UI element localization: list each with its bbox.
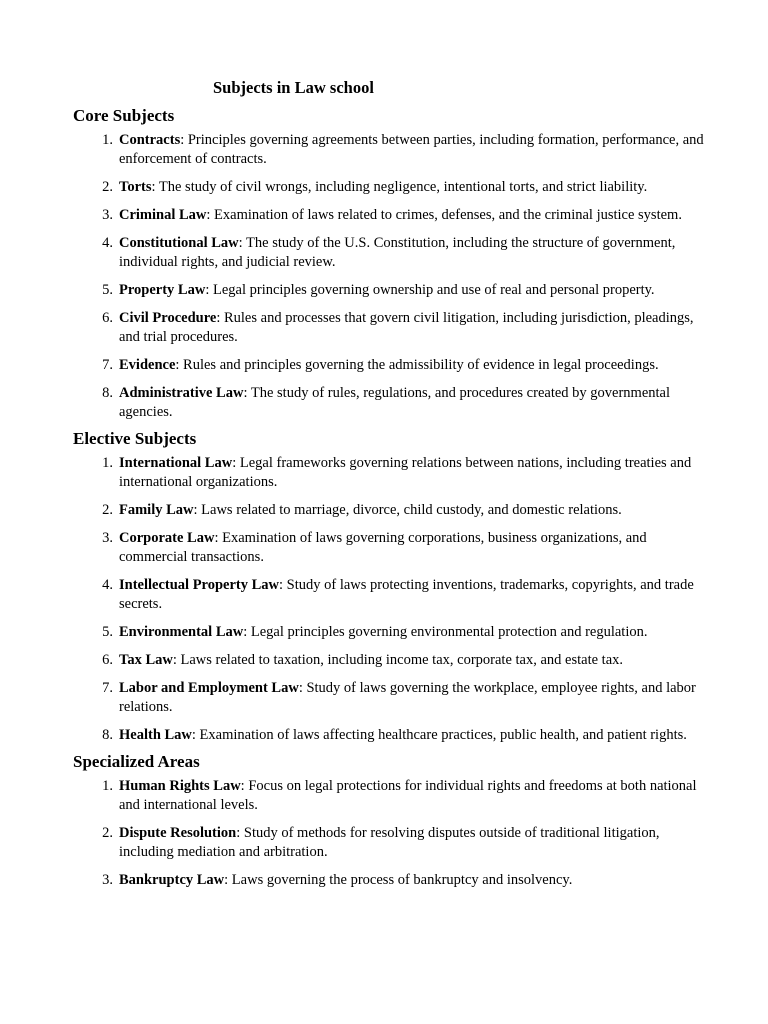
- item-number: 5.: [102, 624, 113, 640]
- list-item: [73, 679, 713, 717]
- item-number: 8.: [102, 727, 113, 743]
- item-description: : Laws related to taxation, including income tax, corporate tax, and estate tax.: [172, 652, 624, 668]
- item-term: Torts: [119, 179, 152, 195]
- list-item: [73, 281, 713, 300]
- item-number: 3.: [102, 207, 113, 223]
- document-content: [73, 106, 713, 897]
- item-number: 5.: [102, 282, 113, 298]
- item-number: 3.: [102, 530, 113, 546]
- item-description: : The study of civil wrongs, including negligence, intentional torts, and strict liability.: [151, 179, 648, 195]
- item-description: : Examination of laws governing corporations, business organizations, and commercial transactions.: [119, 530, 647, 565]
- item-number: 7.: [102, 680, 113, 696]
- item-description: : Examination of laws affecting healthcare practices, public health, and patient rights.: [191, 727, 687, 743]
- list-item: [73, 234, 713, 272]
- list-item: [73, 501, 713, 520]
- item-term: Corporate Law: [119, 530, 215, 546]
- section-heading-elective-subjects: Elective Subjects: [73, 429, 197, 448]
- item-term: International Law: [119, 455, 233, 471]
- list-item: [73, 576, 713, 614]
- item-number: 2.: [102, 825, 113, 841]
- list-item: [73, 726, 713, 745]
- item-description: : The study of rules, regulations, and procedures created by governmental agencies.: [119, 385, 671, 420]
- item-term: Constitutional Law: [119, 235, 239, 251]
- item-description: : The study of the U.S. Constitution, including the structure of government, individual rights, and judicial review.: [119, 235, 676, 270]
- item-number: 7.: [102, 357, 113, 373]
- item-term: Dispute Resolution: [119, 825, 237, 841]
- item-description: : Rules and processes that govern civil litigation, including jurisdiction, pleadings, and trial procedures.: [119, 310, 694, 345]
- item-term: Labor and Employment Law: [119, 680, 299, 696]
- item-number: 4.: [102, 577, 113, 593]
- list-item: [73, 309, 713, 347]
- item-description: : Study of laws protecting inventions, trademarks, copyrights, and trade secrets.: [119, 577, 694, 612]
- item-term: Property Law: [119, 282, 206, 298]
- item-term: Family Law: [119, 502, 194, 518]
- item-description: : Rules and principles governing the admissibility of evidence in legal proceedings.: [175, 357, 659, 373]
- item-term: Bankruptcy Law: [119, 872, 225, 888]
- item-description: : Legal principles governing ownership and use of real and personal property.: [205, 282, 655, 298]
- list-item: [73, 824, 713, 862]
- item-term: Contracts: [119, 132, 181, 148]
- item-description: : Legal frameworks governing relations between nations, including treaties and international organizations.: [119, 455, 692, 490]
- item-number: 2.: [102, 502, 113, 518]
- item-description: : Study of laws governing the workplace, employee rights, and labor relations.: [119, 680, 696, 715]
- item-description: : Examination of laws related to crimes, defenses, and the criminal justice system.: [206, 207, 682, 223]
- item-number: 4.: [102, 235, 113, 251]
- list-item: [73, 384, 713, 422]
- list-item: [73, 131, 713, 169]
- item-number: 1.: [102, 778, 113, 794]
- item-term: Human Rights Law: [119, 778, 241, 794]
- item-description: : Focus on legal protections for individual rights and freedoms at both national and international levels.: [119, 778, 697, 813]
- item-term: Tax Law: [119, 652, 173, 668]
- item-description: : Laws governing the process of bankruptcy and insolvency.: [224, 872, 573, 888]
- elective-subjects-list: [73, 454, 713, 745]
- section-heading-core-subjects: Core Subjects: [73, 106, 175, 125]
- item-number: 1.: [102, 455, 113, 471]
- list-item: [73, 356, 713, 375]
- item-number: 2.: [102, 179, 113, 195]
- list-item: [73, 178, 713, 197]
- item-number: 3.: [102, 872, 113, 888]
- section-heading-specialized-areas: Specialized Areas: [73, 752, 200, 771]
- list-item: [73, 777, 713, 815]
- specialized-areas-list: [73, 777, 713, 890]
- item-term: Evidence: [119, 357, 176, 373]
- item-term: Civil Procedure: [119, 310, 217, 326]
- list-item: [73, 871, 713, 890]
- item-term: Health Law: [119, 727, 192, 743]
- list-item: [73, 454, 713, 492]
- item-description: : Legal principles governing environmental protection and regulation.: [243, 624, 648, 640]
- list-item: [73, 206, 713, 225]
- list-item: [73, 651, 713, 670]
- item-term: Intellectual Property Law: [119, 577, 280, 593]
- item-number: 6.: [102, 652, 113, 668]
- item-term: Environmental Law: [119, 624, 244, 640]
- item-description: : Study of methods for resolving disputes outside of traditional litigation, including mediation and arbitration.: [119, 825, 660, 860]
- item-term: Criminal Law: [119, 207, 207, 223]
- item-description: : Laws related to marriage, divorce, child custody, and domestic relations.: [193, 502, 622, 518]
- item-term: Administrative Law: [119, 385, 244, 401]
- list-item: [73, 623, 713, 642]
- document-title: Subjects in Law school: [213, 78, 374, 97]
- item-description: : Principles governing agreements between parties, including formation, performance, and enforcement of contracts.: [119, 132, 704, 167]
- core-subjects-list: [73, 131, 713, 422]
- item-number: 1.: [102, 132, 113, 148]
- item-number: 6.: [102, 310, 113, 326]
- item-number: 8.: [102, 385, 113, 401]
- list-item: [73, 529, 713, 567]
